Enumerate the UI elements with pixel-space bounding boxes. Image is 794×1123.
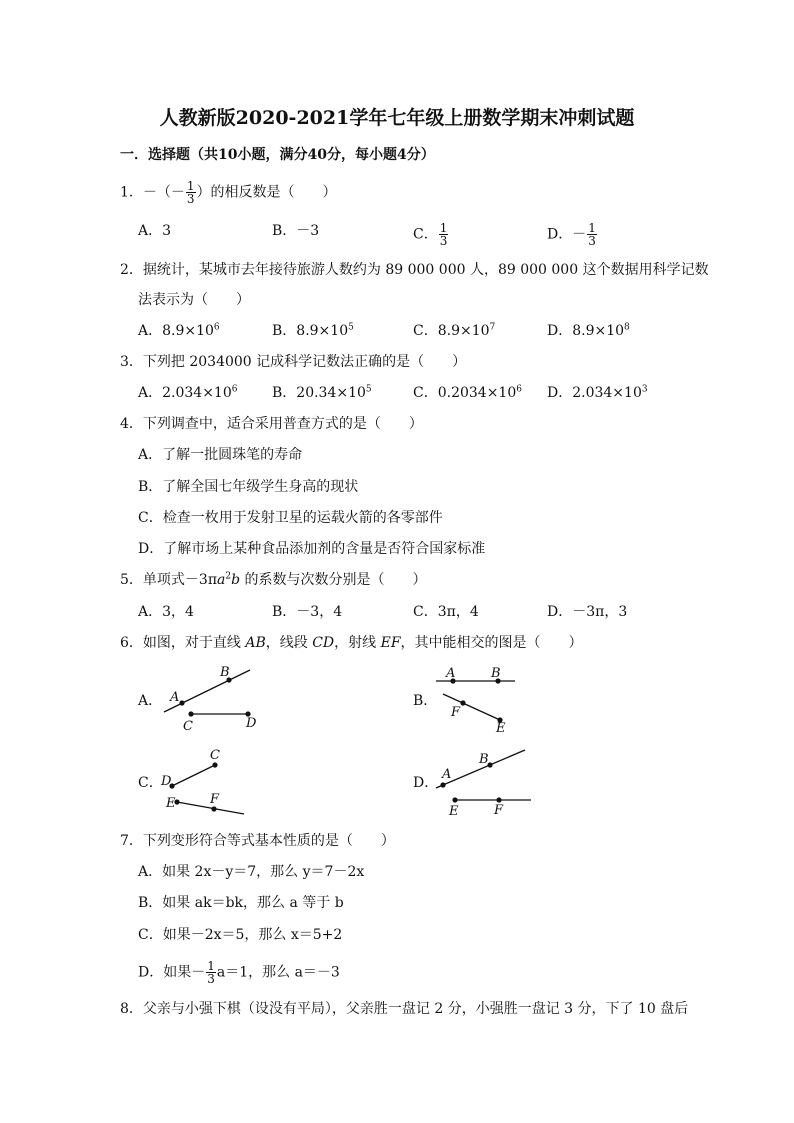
q6-option-c-label: C． (138, 775, 163, 791)
q2-option-a (138, 322, 220, 340)
q6-cd: CD (312, 635, 335, 651)
q6b-pt-b: B (491, 666, 501, 681)
q3-option-a (138, 384, 237, 402)
q2-line-1: 2．据统计，某城市去年接待旅游人数约为 89 000 000 人，89 000 000 这个数据用科学记数 (120, 262, 709, 278)
q3-option-d (547, 384, 648, 402)
q1-option-c (413, 222, 449, 247)
q1-option-a: A．3 (138, 223, 172, 239)
q1-fraction (186, 180, 196, 205)
q2-option-c (413, 322, 495, 340)
q3-c-exp: 6 (516, 384, 522, 395)
q7-d-fraction (206, 960, 216, 985)
q6a-pt-c: C (183, 719, 193, 732)
q7-d-post: a＝1，那么 a＝－3 (216, 964, 340, 981)
q1-c-den: 3 (439, 234, 448, 248)
q1-frac-den: 3 (186, 192, 195, 206)
q7-option-a: A．如果 2x－y＝7，那么 y＝7－2x (138, 864, 365, 880)
q6-line (120, 634, 583, 652)
q5-exp: 2 (225, 571, 232, 582)
q4-line: 4．下列调查中，适合采用普查方式的是（ ） (120, 416, 423, 432)
q7-option-b: B．如果 ak＝bk，那么 a 等于 b (138, 895, 344, 911)
q6d-pt-b: B (479, 752, 489, 767)
q7-d-num: 1 (207, 959, 215, 973)
q1-d-num: 1 (588, 221, 596, 235)
q3-a-text: A．2.034×10 (138, 385, 232, 401)
q5-option-a: A．3，4 (138, 604, 194, 620)
q5-pre: 5．单项式－3π (120, 572, 218, 588)
q3-c-text: C．0.2034×10 (413, 385, 517, 401)
q3-b-text: B．20.34×10 (272, 385, 366, 401)
q3-b-exp: 5 (365, 384, 372, 395)
q7-d-pre: D．如果－ (138, 964, 206, 981)
q1-d-label: D．－ (547, 226, 587, 243)
q2-b-text: B．8.9×10 (272, 323, 349, 339)
q6-option-d-label: D． (413, 775, 439, 791)
q3-option-b (272, 384, 372, 402)
q6-figure-a (158, 662, 258, 732)
q1-d-den: 3 (588, 234, 596, 248)
q6-figure-b (433, 664, 533, 734)
q1-frac-num: 1 (186, 179, 195, 193)
q5-post: 的系数与次数分别是（ ） (240, 572, 427, 588)
q6d-pt-e: E (449, 804, 459, 819)
q3-line: 3．下列把 2034000 记成科学记数法正确的是（ ） (120, 354, 467, 370)
q6a-pt-b: B (220, 665, 230, 680)
q3-d-text: D．2.034×10 (547, 385, 642, 401)
q6c-pt-d: D (161, 774, 172, 789)
q1-option-d (547, 222, 598, 247)
q6-option-b-label: B． (413, 693, 438, 709)
question-1 (120, 180, 337, 205)
q5-option-b: B．－3，4 (272, 604, 343, 620)
q1-pre: －（－ (142, 184, 185, 201)
q8-line: 8．父亲与小强下棋（设没有平局），父亲胜一盘记 2 分，小强胜一盘记 3 分，下了 10 盘后 (120, 1001, 689, 1017)
q6-ab: AB (245, 635, 266, 651)
q2-b-exp: 5 (348, 322, 354, 333)
section-heading: 一．选择题（共10小题，满分40分，每小题4分） (120, 147, 435, 163)
q6c-pt-c: C (210, 748, 220, 763)
q6-option-a-label: A． (138, 693, 163, 709)
q6b-pt-a: A (446, 666, 456, 681)
q3-a-exp: 6 (231, 384, 238, 395)
q2-d-text: D．8.9×10 (547, 323, 625, 339)
q1-option-b: B．－3 (272, 223, 320, 239)
q6-figure-c (158, 743, 258, 818)
q6c-pt-e: E (166, 796, 176, 811)
q2-a-text: A．8.9×10 (138, 323, 214, 339)
q1-post: ）的相反数是（ ） (196, 184, 337, 201)
q6a-pt-d: D (246, 716, 257, 731)
q7-line: 7．下列变形符合等式基本性质的是（ ） (120, 833, 395, 849)
q7-option-d (138, 960, 340, 985)
q6-mid1: ，线段 (265, 635, 313, 651)
q6c-pt-f: F (210, 792, 220, 807)
q6-mid2: ，射线 (334, 635, 381, 651)
q7-d-den: 3 (207, 972, 215, 986)
q2-d-exp: 8 (624, 322, 630, 333)
q1-c-num: 1 (439, 221, 448, 235)
q2-line-2: 法表示为（ ） (138, 292, 250, 308)
q1-number: 1． (120, 184, 143, 201)
q6a-pt-a: A (170, 690, 180, 705)
q5-option-d: D．－3π，3 (547, 604, 628, 620)
page-title: 人教新版2020-2021学年七年级上册数学期末冲刺试题 (159, 107, 635, 129)
q5-line (120, 571, 427, 589)
q2-c-text: C．8.9×10 (413, 323, 490, 339)
q4-option-b: B．了解全国七年级学生身高的现状 (138, 479, 359, 495)
q6-figure-d (433, 746, 543, 821)
q1-c-fraction (439, 222, 449, 247)
q1-c-label: C． (413, 226, 438, 243)
q3-option-c (413, 384, 522, 402)
q6b-pt-e: E (496, 721, 506, 734)
q5-option-c: C．3π，4 (413, 604, 479, 620)
q5-var-a: a (217, 572, 226, 588)
q6-pre: 6．如图，对于直线 (120, 635, 246, 651)
q6d-pt-f: F (494, 803, 504, 818)
q2-a-exp: 6 (213, 322, 220, 333)
q4-option-d: D．了解市场上某种食品添加剂的含量是否符合国家标准 (138, 541, 486, 557)
q2-option-b (272, 322, 354, 340)
q1-d-fraction (587, 222, 597, 247)
q3-d-exp: 3 (641, 384, 648, 395)
q6b-pt-f: F (451, 705, 461, 720)
q4-option-c: C．检查一枚用于发射卫星的运载火箭的各零部件 (138, 510, 443, 526)
q5-var-b: b (231, 572, 241, 588)
q6d-pt-a: A (442, 767, 452, 782)
q7-option-c: C．如果－2x＝5，那么 x＝5+2 (138, 927, 343, 943)
q2-option-d (547, 322, 630, 340)
q6-post: ，其中能相交的图是（ ） (400, 635, 583, 651)
q6-ef: EF (380, 635, 401, 651)
q4-option-a: A．了解一批圆珠笔的寿命 (138, 447, 303, 463)
q2-c-exp: 7 (489, 322, 496, 333)
